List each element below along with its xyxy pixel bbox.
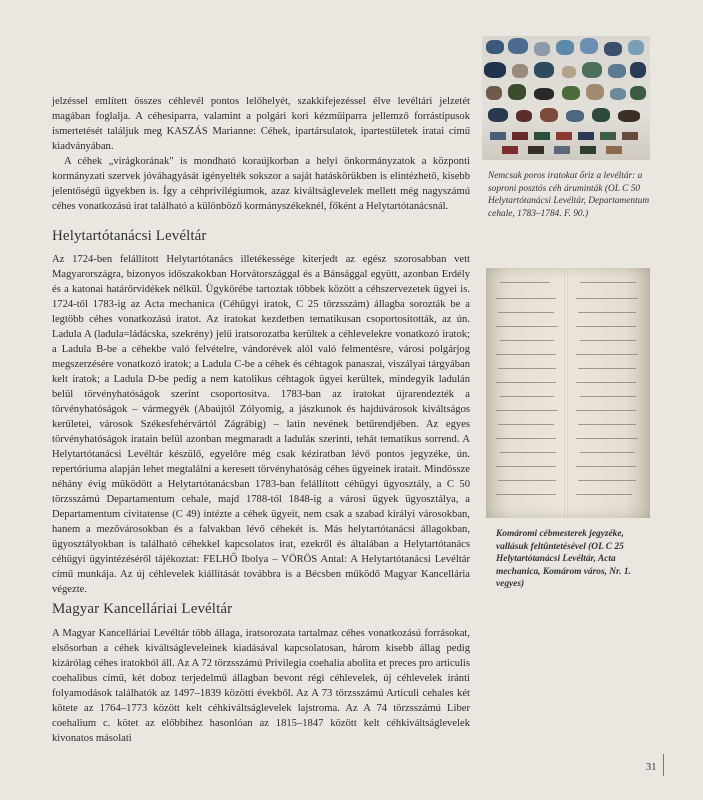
page-number: 31: [646, 762, 657, 773]
section-heading-kancellariai: Magyar Kancelláriai Levéltár: [52, 601, 233, 617]
helytartotanacsi-block: [52, 252, 470, 597]
section-heading-helytartotanacsi: Helytartótanácsi Levéltár: [52, 228, 207, 244]
paragraph: A céhek „virágkorának" is mondható koraújkorban a helyi önkormányzatok a központi kormányzati szervek jóváhagyását igényelték sokszor a saját hatáskörükben is elintézhető, kisebb jelentőségű ügyekben is. Így a céhprivilégiumok, azaz kiváltságlevelek mellett még nagyszámú céhes vonatkozású irat található a különböző kormányszékeknél, főként a Helytartótanácsnál.: [52, 156, 470, 212]
fabric-samples-photo: [482, 36, 650, 160]
paragraph: Az 1724-ben felállított Helytartótanács illetékessége kiterjedt az egész szorosabban vett Magyarországra, bizonyos időszakokban Horvátországgal és a Bánsággal együtt, azonban Erdély és a katonai határőrvidékek nélkül. Ügykörébe tartoztak többek között a céhszervezetek ügyei is. 1724-től 1783-ig az Acta mechanica (Céhügyi iratok, C 25 törzsszám) állagba sorozták be a legtöbb céhes vonatkozású iratot. Az iratokat kezdetben tematikusan csoportosították, az ún. Ladula A (ladula=ládácska, szekrény) jelű iratsorozatba kerültek a céhlevelekre vonatkozó iratok; a Ladula B-be a céhekbe való felvételre, vándorévek alól való felmentésre, városi polgárjog megszerzésére vonatkozó iratok; a Ladula C-be a céhek és céhtagok panaszai, viszályai tárgyában kelt iratok; a Ladula D-be pedig a nem katolikus céhtagok ügyei kerültek, mindegyik ladulán belül törvényhatóságok szerint csoportosítva. 1783-ban az iratokat újrarendezték a törvényhatóságok – vármegyék (Abaújtól Zólyomig, a jászkunok és hajdúvárosok kiváltságos kerületei, városok Székesfehérvártól Zágrábig) – latin nevének betűrendjében. Az egyes törvényhatóságok iratain belül azonban megmaradt a laduláк szerinti, tehát tematikus sorrend. A Helytartótanácsi Levéltár készülő, egyelőre még csak kéziratban lévő pontos jegyzéke, ún. repertóriuma alapján lehet megtalálni a keresett törvényhatóság céhes ügyeinek iratait. Mindössze néhány évig működött a Helytartótanácsban 1783-ban felállított céhügyi ügyosztály, a C 50 törzsszámú Departamentum cehale, majd 1788-tól 1848-ig a városi ügyek ügyosztálya, a Departamentum civitatense (C 49) intézte a céhek ügyeit, nem csak a szabad királyi városokban, hanem a mezővárosokban és a falvakban lévő céhekét is. Más helytartótanácsi állagokban, ügyosztályokban is található céhekkel kapcsolatos irat, ezekről és általában a Helytartótanács céhügyi ügyintézéséről tájékoztat: FELHŐ Ibolya – VÖRÖS Antal: A Helytartótanácsi Levéltár című munkája. Az új céhlevelek kiállítását továbbra is a Bécsben működő Magyar Kancellária végezte.: [52, 254, 470, 595]
paragraph: A Magyar Kancelláriai Levéltár több állaga, iratsorozata tartalmaz céhes vonatkozású forrásokat, elsősorban a céhek kiváltságleveleinek kiadásával kapcsolatosan, három kisebb állag pedig kizárólag céhes iratokból áll. Az A 72 törzsszámú Privilegia coehalia abolita et preces pro articulis coehalibus című, két doboz terjedelmű állagban bevont régi céhlevelek, új céhlevelek iránti folyamodások találhatók az 1497–1839 közötti évekből. Az A 73 törzsszámú Articuli cehales két kötete az 1764–1773 között kelt céhkiváltságlevelek lajstroma. Az A 74 törzsszámú Liber coehalium c. kötet az előbbihez hasonlóan az 1815–1847 között kelt céhkiváltságlevelek kivonatos másolati: [52, 628, 470, 744]
photo-caption-fabric: Nemcsak poros iratokat őriz a levéltár: a soproni posztós céh áruminták (OL C 50 Helytartótanácsi Levéltár, Departamentum cehale, 1783–1784. F. 90.): [488, 171, 650, 219]
paragraph: jelzéssel említett összes céhlevél pontos lelőhelyét, szakkifejezéssel élve levéltári jelzetét magában foglalja. A céhesiparra, valamint a polgári kori kézműiparra jellemző forrástípusok ismertetését találjuk meg KASZÁS Marianne: Céhek, ipartársulatok, ipartestületek iratai című kiadványában.: [52, 96, 470, 152]
kancellariai-block: [52, 626, 470, 746]
guild-register-photo: [486, 268, 650, 518]
intro-block: [52, 94, 470, 214]
photo-caption-register: Komáromi cébmesterek jegyzéke, vallásuk feltüntetésével (OL C 25 Helytartótanácsi Levéltár, Acta mechanica, Komárom város, Nr. 1. vegyes): [496, 529, 631, 589]
page-number-rule: [663, 754, 664, 776]
page-fold: [564, 268, 568, 518]
